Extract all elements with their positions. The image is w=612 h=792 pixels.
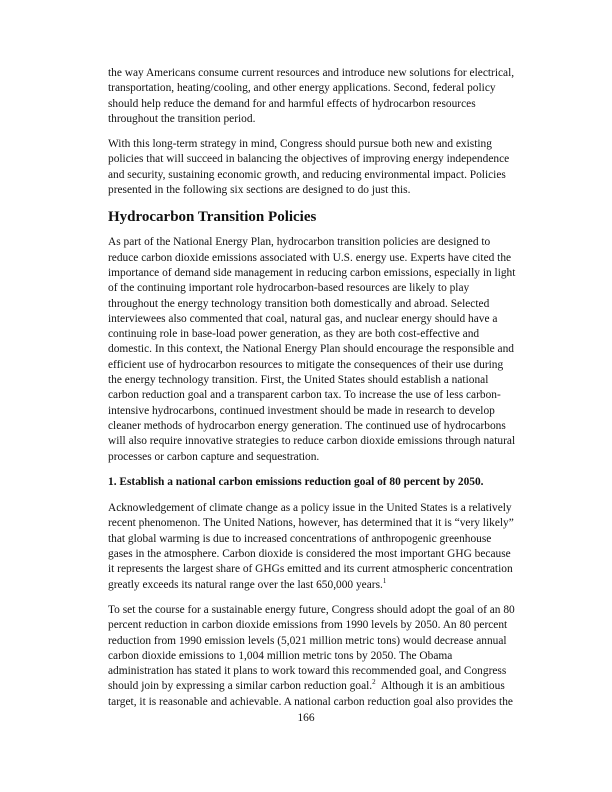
text-line: importance of demand side management in reducing carbon emissions, especially in light	[108, 266, 516, 279]
text-line: administration has stated it plans to work toward this recommended goal, and Congress	[108, 665, 507, 678]
text-line: As part of the National Energy Plan, hydrocarbon transition policies are designed to	[108, 236, 491, 249]
text-line: carbon dioxide emissions to 1,004 million metric tons by 2050. The Obama	[108, 649, 453, 662]
paragraph-intro-2	[108, 137, 508, 198]
text-line: the way Americans consume current resources and introduce new solutions for electrical,	[108, 67, 515, 79]
text-line: With this long-term strategy in mind, Congress should pursue both new and existing	[108, 138, 492, 151]
text-line: Acknowledgement of climate change as a policy issue in the United States is a relatively	[108, 502, 512, 515]
text-line: and security, sustaining economic growth, and reducing environmental impact. Policies	[108, 168, 506, 181]
text-line: processes or carbon capture and sequestration.	[108, 450, 320, 463]
text-line: reduction from 1990 emission levels (5,021 million metric tons) would decrease annual	[108, 634, 507, 647]
text-line: percent reduction in carbon dioxide emissions from 1990 levels by 2050. An 80 percent	[108, 619, 508, 632]
text-line: target, it is reasonable and achievable. A national carbon reduction goal also provides the	[108, 695, 513, 708]
document-page	[108, 66, 516, 720]
footnote-ref-1[interactable]: 1	[382, 576, 387, 585]
text-line: should help reduce the demand for and harmful effects of hydrocarbon resources	[108, 97, 476, 110]
text-line: To set the course for a sustainable energy future, Congress should adopt the goal of an 80	[108, 603, 515, 616]
text-line: of the continuing important role hydrocarbon-based resources are likely to play	[108, 282, 470, 295]
paragraph-reduction-goal	[108, 603, 515, 710]
paragraph-climate-acknowledgement	[108, 501, 514, 593]
text-line: efficient use of hydrocarbon resources to mitigate the consequences of their use during	[108, 358, 504, 371]
paragraph-hydrocarbon-policies	[108, 235, 516, 464]
text-line: reduce carbon dioxide emissions associated with U.S. energy use. Experts have cited the	[108, 251, 512, 264]
paragraph-intro-1	[108, 66, 515, 127]
text-span: Although it is an ambitious	[375, 680, 505, 693]
text-line	[108, 578, 508, 593]
text-line: recent phenomenon. The United Nations, however, has determined that it is “very likely”	[108, 517, 514, 530]
text-line: interviewees also commented that coal, natural gas, and nuclear energy should have a	[108, 312, 498, 325]
page-number: 166	[297, 712, 315, 724]
text-line: throughout the transition period.	[108, 112, 256, 125]
text-line: transportation, heating/cooling, and other energy applications. Second, federal policy	[108, 82, 496, 95]
text-line	[108, 679, 508, 694]
text-line: the energy technology transition. First, the United States should establish a national	[108, 374, 489, 387]
text-line: carbon reduction goal and a transparent carbon tax. To increase the use of less carbon-	[108, 389, 501, 402]
text-line: continuing role in base-load power generation, as they are both cost-effective and	[108, 328, 480, 341]
text-span: should join by expressing a similar carbon reduction goal.	[108, 680, 373, 693]
text-line: presented in the following six sections are designed to do just this.	[108, 184, 411, 197]
text-line: throughout the energy technology transition both domestically and abroad. Selected	[108, 297, 490, 310]
text-line: it represents the largest share of GHGs emitted and its current atmospheric concentration	[108, 563, 513, 576]
text-span: greatly exceeds its natural range over the last 650,000 years.	[108, 578, 383, 591]
footnote-ref-2[interactable]: 2	[372, 678, 376, 687]
text-line: intensive hydrocarbons, continued investment should be made in research to develop	[108, 404, 495, 417]
text-line: that global warming is due to increased concentrations of anthropogenic greenhouse	[108, 532, 492, 545]
text-line: policies that will succeed in balancing the objectives of improving energy independence	[108, 153, 510, 166]
text-line: gases in the atmosphere. Carbon dioxide is considered the most important GHG because	[108, 548, 511, 561]
text-line: will also require innovative strategies to reduce carbon dioxide emissions through natural	[108, 435, 516, 448]
section-heading: Hydrocarbon Transition Policies	[108, 209, 317, 226]
text-line: domestic. In this context, the National Energy Plan should encourage the responsible and	[108, 343, 514, 356]
policy-subheading: 1. Establish a national carbon emissions reduction goal of 80 percent by 2050.	[108, 475, 484, 488]
text-line: cleaner methods of hydrocarbon energy generation. The continued use of hydrocarbons	[108, 419, 506, 432]
